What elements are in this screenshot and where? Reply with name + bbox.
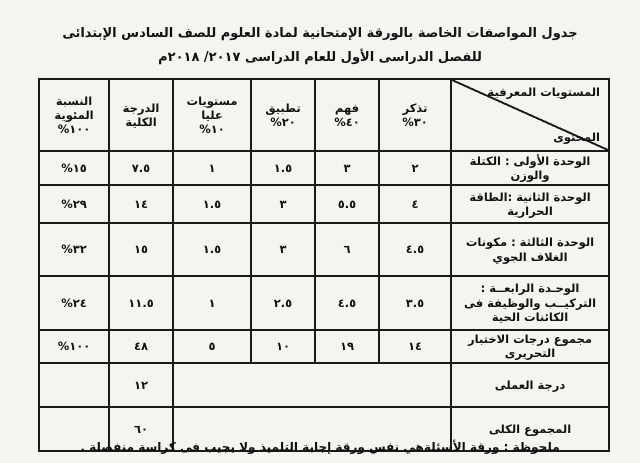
apply-label: تطبيق <box>265 100 301 115</box>
footnote: ملحوظة : ورقة الأسئلةهي نفس ورقة إجابة التلميذ ولا يجيب فى كراسة منفصلة . <box>80 440 560 454</box>
levels-label: المستويات المعرفية <box>487 85 600 99</box>
grand-total-label: المجموع الكلى <box>451 407 609 451</box>
understand-label: فهم <box>334 100 360 115</box>
percent-value: ٣٢% <box>39 223 109 275</box>
written-total-row <box>39 330 609 363</box>
understand-value: ٤.٥ <box>315 276 379 330</box>
higher-value: ١.٥ <box>173 185 251 223</box>
remember-value: ٣.٥ <box>379 276 451 330</box>
higher-total: ٥ <box>173 330 251 363</box>
practical-label: درجة العملى <box>451 363 609 407</box>
higher-value: ١.٥ <box>173 223 251 275</box>
table-row <box>39 276 609 330</box>
percent-label: النسبة المئوية <box>54 93 94 122</box>
written-total-label: مجموع درجات الاختبار التحريرى <box>451 330 609 363</box>
apply-value: ١.٥ <box>251 151 315 185</box>
header-total-grade: الدرجة الكلية <box>109 79 173 151</box>
higher-value: ١ <box>173 151 251 185</box>
percent-100: ١٠٠% <box>57 122 91 137</box>
apply-value: ٣ <box>251 223 315 275</box>
percent-value: ١٥% <box>39 151 109 185</box>
understand-value: ٥.٥ <box>315 185 379 223</box>
remember-total: ١٤ <box>379 330 451 363</box>
grade-total: ٤٨ <box>109 330 173 363</box>
understand-total: ١٩ <box>315 330 379 363</box>
header-diagonal-cell <box>451 79 609 151</box>
table-row <box>39 223 609 275</box>
understand-value: ٣ <box>315 151 379 185</box>
percent-total: ١٠٠% <box>39 330 109 363</box>
remember-value: ٤ <box>379 185 451 223</box>
content-label: المحتوى <box>553 129 600 144</box>
header-row <box>39 79 609 151</box>
understand-percent: ٤٠% <box>334 115 360 130</box>
table-row <box>39 151 609 185</box>
header-higher <box>173 79 251 151</box>
unit-name: الوحدة الأولى : الكتلة والوزن <box>451 151 609 185</box>
header-apply <box>251 79 315 151</box>
practical-empty-cell <box>173 363 451 407</box>
header-remember <box>379 79 451 151</box>
remember-label: تذكر <box>402 100 428 115</box>
apply-value: ٣ <box>251 185 315 223</box>
apply-value: ٢.٥ <box>251 276 315 330</box>
document-title: جدول المواصفات الخاصة بالورقة الإمتحانية لمادة العلوم للصف السادس الإبتدائى <box>62 26 578 41</box>
practical-blank <box>39 363 109 407</box>
higher-label: مستويات عليا <box>186 93 238 122</box>
percent-value: ٢٤% <box>39 276 109 330</box>
apply-percent: ٢٠% <box>270 115 296 130</box>
specification-table <box>38 78 610 452</box>
table-row <box>39 185 609 223</box>
unit-name: الوحدة الثانية :الطاقة الحرارية <box>451 185 609 223</box>
higher-percent: ١٠% <box>199 122 225 137</box>
higher-value: ١ <box>173 276 251 330</box>
total-value: ١٤ <box>109 185 173 223</box>
practical-row <box>39 363 609 407</box>
total-value: ١١.٥ <box>109 276 173 330</box>
header-understand <box>315 79 379 151</box>
grand-total-grade: ٦٠ <box>109 407 173 451</box>
understand-value: ٦ <box>315 223 379 275</box>
remember-value: ٤.٥ <box>379 223 451 275</box>
apply-total: ١٠ <box>251 330 315 363</box>
total-value: ١٥ <box>109 223 173 275</box>
header-percent <box>39 79 109 151</box>
unit-name: الوحدة الثالثة : مكونات الغلاف الجوي <box>451 223 609 275</box>
total-value: ٧.٥ <box>109 151 173 185</box>
practical-grade: ١٢ <box>109 363 173 407</box>
unit-name: الوحـدة الرابعــة : التركيــب والوظيفة فى الكائنات الحية <box>451 276 609 330</box>
remember-percent: ٣٠% <box>402 115 428 130</box>
document-subtitle: للفصل الدراسى الأول للعام الدراسى ٢٠١٧/ ٢٠١٨م <box>158 50 482 65</box>
remember-value: ٢ <box>379 151 451 185</box>
percent-value: ٢٩% <box>39 185 109 223</box>
